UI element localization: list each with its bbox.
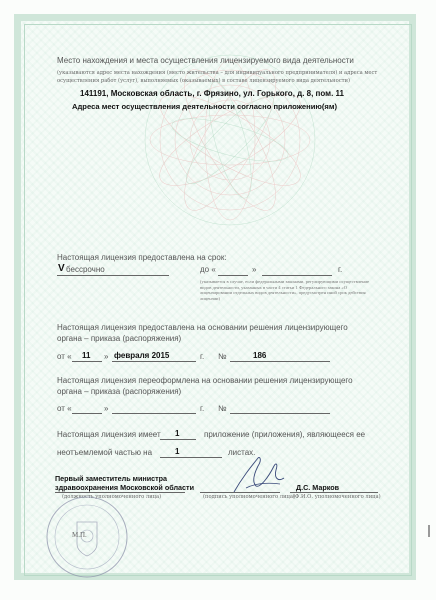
reissue-day-close: » <box>104 404 109 413</box>
reissue-day-line <box>72 413 102 414</box>
appendix-count-line <box>160 439 196 440</box>
location-note-2: осуществления работ (услуг), выполняемых (оказываемых) в составе лицензируемого вида деятельности) <box>57 78 351 84</box>
until-month-line <box>262 275 332 276</box>
addresses-note: Адреса мест осуществления деятельности согласно приложению(ям) <box>72 102 337 111</box>
until-mid: » <box>252 265 257 274</box>
basis-line-1: Настоящая лицензия предоставлена на основании решения лицензирующего <box>57 323 348 332</box>
reissue-line-2: органа – приказа (распоряжения) <box>57 387 182 396</box>
reissue-from-label: от « <box>57 404 72 413</box>
basis-number-label: № <box>218 352 227 361</box>
location-title: Место нахождения и места осуществления лицензируемого вида деятельности <box>57 56 354 65</box>
basis-number: 186 <box>253 351 267 360</box>
address-value: 141191, Московская область, г. Фрязино, ул. Горького, д. 8, пом. 11 <box>80 89 344 98</box>
check-mark: V <box>58 263 65 274</box>
signature-caption: (подпись уполномоченного лица) <box>203 494 295 500</box>
position-caption: (должность уполномоченного лица) <box>62 494 162 500</box>
reissue-month-line <box>112 413 196 414</box>
name-line <box>290 492 378 493</box>
location-note-1: (указываются адрес места нахождения (место жительства – для индивидуального предпринимателя) и адреса мест <box>57 70 378 76</box>
term-footnote: (указывается в случае, если федеральными законами, регулирующими осуществление видов деятельности, указанных в части 4 статьи 1 Федерального закона «О лицензировании отдельных видов деятельности», предусмотрен иной срок действия лицензии) <box>200 279 370 301</box>
reissue-line-1: Настоящая лицензия переоформлена на основании решения лицензирующего <box>57 376 353 385</box>
until-day-line <box>218 275 248 276</box>
appendix-line-1b: приложение (приложения), являющееся ее <box>204 430 366 439</box>
signer-name: Д.С. Марков <box>296 483 340 492</box>
basis-year-suffix: г. <box>200 352 205 361</box>
stamp-label: М.П. <box>72 531 87 539</box>
basis-day-close: » <box>104 352 109 361</box>
until-label: до « <box>200 265 216 274</box>
appendix-sheets-line <box>160 457 222 458</box>
name-caption: (Ф.И.О. уполномоченного лица) <box>293 494 381 500</box>
appendix-line-2b: листах. <box>228 448 256 457</box>
term-underline <box>57 275 169 276</box>
appendix-count: 1 <box>175 429 180 438</box>
signer-position-1: Первый заместитель министра <box>55 474 168 483</box>
basis-line-2: органа – приказа (распоряжения) <box>57 334 182 343</box>
handwritten-signature <box>228 448 288 498</box>
until-year-suffix: г. <box>338 265 343 274</box>
reissue-year-suffix: г. <box>200 404 205 413</box>
appendix-line-1a: Настоящая лицензия имеет <box>57 430 161 439</box>
appendix-line-2a: неотъемлемой частью на <box>57 448 153 457</box>
reissue-number-label: № <box>218 404 227 413</box>
term-label: Настоящая лицензия предоставлена на срок: <box>57 253 227 262</box>
edge-mark <box>428 525 430 537</box>
appendix-sheets: 1 <box>175 447 180 456</box>
basis-from-label: от « <box>57 352 72 361</box>
basis-month-year: февраля 2015 <box>114 351 170 360</box>
basis-day-line <box>72 361 102 362</box>
reissue-number-line <box>230 413 330 414</box>
official-seal <box>42 492 132 582</box>
signature-line <box>200 492 280 493</box>
signer-position-2: здравоохранения Московской области <box>55 483 194 492</box>
term-indefinite: бессрочно <box>66 265 105 274</box>
basis-day: 11 <box>82 351 91 360</box>
basis-number-line <box>230 361 330 362</box>
basis-month-line <box>112 361 196 362</box>
